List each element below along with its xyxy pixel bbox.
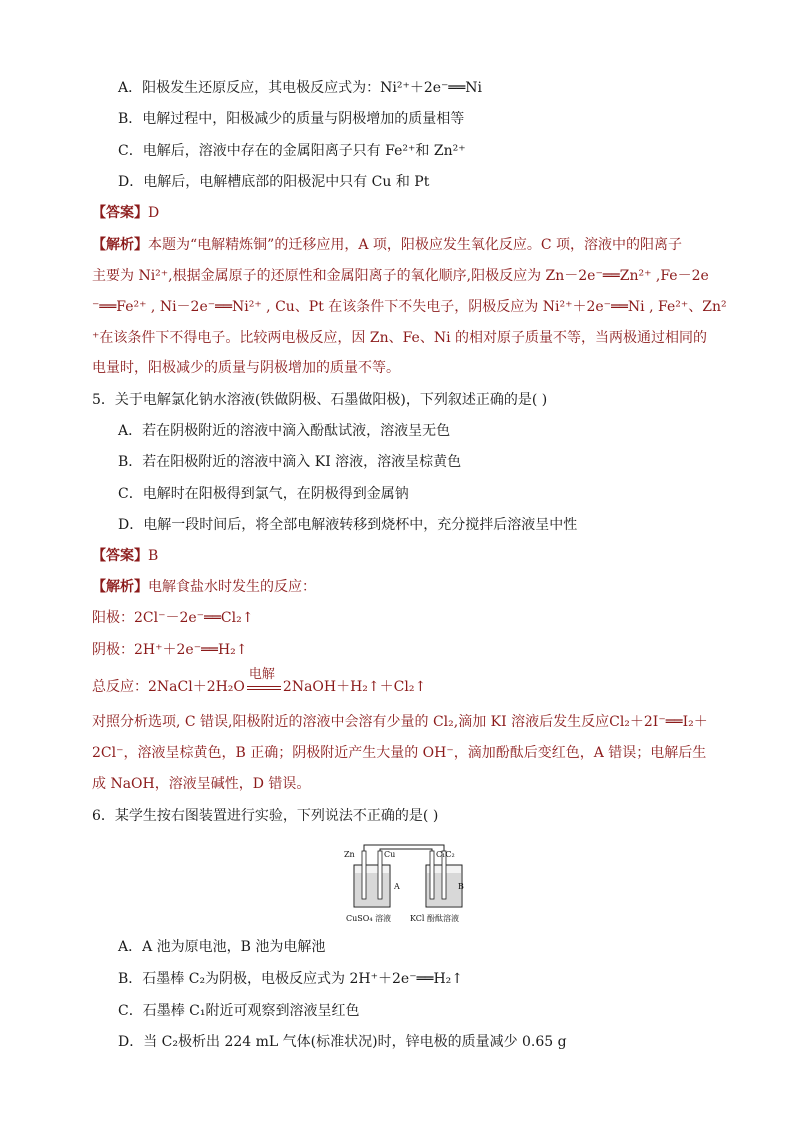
electrochemistry-diagram (344, 843, 472, 925)
q5-cathode-equation: 阴极：2H⁺＋2e⁻══H₂↑ (92, 642, 248, 658)
q5-stem: 5．关于电解氯化钠水溶液(铁做阴极、石墨做阳极)，下列叙述正确的是( ) (92, 392, 548, 408)
q6-option-d: D．当 C₂极析出 224 mL 气体(标准状况)时，锌电极的质量减少 0.65 g (118, 1034, 567, 1050)
q4-analysis-line-5: 电量时，阳极减少的质量与阴极增加的质量不等。 (92, 360, 400, 376)
q5-option-c: C．电解时在阳极得到氯气，在阴极得到金属钠 (118, 486, 409, 502)
q5-option-d: D．电解一段时间后，将全部电解液转移到烧杯中，充分搅拌后溶液呈中性 (118, 517, 578, 533)
q4-option-d: D．电解后，电解槽底部的阳极泥中只有 Cu 和 Pt (118, 174, 430, 190)
q4-analysis-line-3: ⁻══Fe²⁺ , Ni－2e⁻══Ni²⁺ , Cu、Pt 在该条件下不失电子，阴极反应为 Ni²⁺＋2e⁻══Ni , Fe²⁺、Zn² (92, 299, 727, 315)
label-a: A (394, 882, 400, 891)
analysis-text: 本题为“电解精炼铜”的迁移应用，A 项，阳极应发生氧化反应。C 项，溶液中的阳离子 (148, 237, 683, 253)
q5-analysis-line-1: 对照分析选项, C 错误,阳极附近的溶液中会溶有少量的 Cl₂,滴加 KI 溶液后发生反应Cl₂＋2I⁻══I₂＋ (92, 714, 708, 730)
label-b: B (458, 882, 464, 891)
q4-option-c: C．电解后，溶液中存在的金属阳离子只有 Fe²⁺和 Zn²⁺ (118, 143, 466, 159)
analysis-tag: 【解析】 (92, 579, 148, 595)
q6-option-a: A．A 池为原电池，B 池为电解池 (118, 939, 326, 955)
q5-analysis-line-2: 2Cl⁻，溶液呈棕黄色，B 正确；阴极附近产生大量的 OH⁻，滴加酚酞后变红色，A 错误；电解后生 (92, 745, 707, 761)
q6-option-c: C．石墨棒 C₁附近可观察到溶液呈红色 (118, 1003, 360, 1019)
label-c1c2: C₁C₂ (436, 850, 455, 859)
label-right-solution: KCl 酚酞溶液 (410, 914, 459, 923)
q4-answer (92, 203, 159, 223)
analysis-tag: 【解析】 (92, 237, 148, 253)
label-zn: Zn (344, 850, 355, 859)
answer-value: B (148, 548, 159, 564)
q5-option-a: A．若在阴极附近的溶液中滴入酚酞试液，溶液呈无色 (118, 423, 451, 439)
q4-option-b: B．电解过程中，阳极减少的质量与阴极增加的质量相等 (118, 111, 465, 127)
label-cu: Cu (384, 850, 396, 859)
q5-analysis-line-3: 成 NaOH，溶液呈碱性，D 错误。 (92, 776, 311, 792)
q5-analysis-intro-line (92, 577, 316, 597)
q6-stem: 6．某学生按右图装置进行实验，下列说法不正确的是( ) (92, 808, 439, 824)
answer-value: D (148, 205, 160, 221)
total-right: 2NaOH＋H₂↑＋Cl₂↑ (282, 679, 427, 695)
q4-analysis-line-1 (92, 235, 682, 255)
q4-analysis-line-4: ⁺在该条件下不得电子。比较两电极反应，因 Zn、Fe、Ni 的相对原子质量不等，当两极通过相同的 (92, 330, 707, 346)
q6-option-b: B．石墨棒 C₂为阴极，电极反应式为 2H⁺＋2e⁻══H₂↑ (118, 971, 464, 987)
electrolysis-arrow (247, 667, 281, 697)
q5-anode-equation: 阳极：2Cl⁻－2e⁻══Cl₂↑ (92, 610, 254, 626)
answer-tag: 【答案】 (92, 548, 148, 564)
q5-answer (92, 546, 158, 566)
q5-option-b: B．若在阳极附近的溶液中滴入 KI 溶液，溶液呈棕黄色 (118, 454, 462, 470)
q5-total-equation (92, 667, 427, 697)
answer-tag: 【答案】 (92, 205, 148, 221)
q4-option-a: A．阳极发生还原反应，其电极反应式为：Ni²⁺＋2e⁻══Ni (118, 80, 483, 96)
total-left: 总反应：2NaCl＋2H₂O (92, 679, 245, 695)
label-left-solution: CuSO₄ 溶液 (346, 914, 392, 923)
analysis-text: 电解食盐水时发生的反应： (148, 579, 316, 595)
q4-analysis-line-2: 主要为 Ni²⁺,根据金属原子的还原性和金属阳离子的氧化顺序,阳极反应为 Zn－2e⁻══Zn²⁺ ,Fe－2e (92, 268, 709, 284)
electrolysis-condition: 电解 (248, 667, 275, 682)
